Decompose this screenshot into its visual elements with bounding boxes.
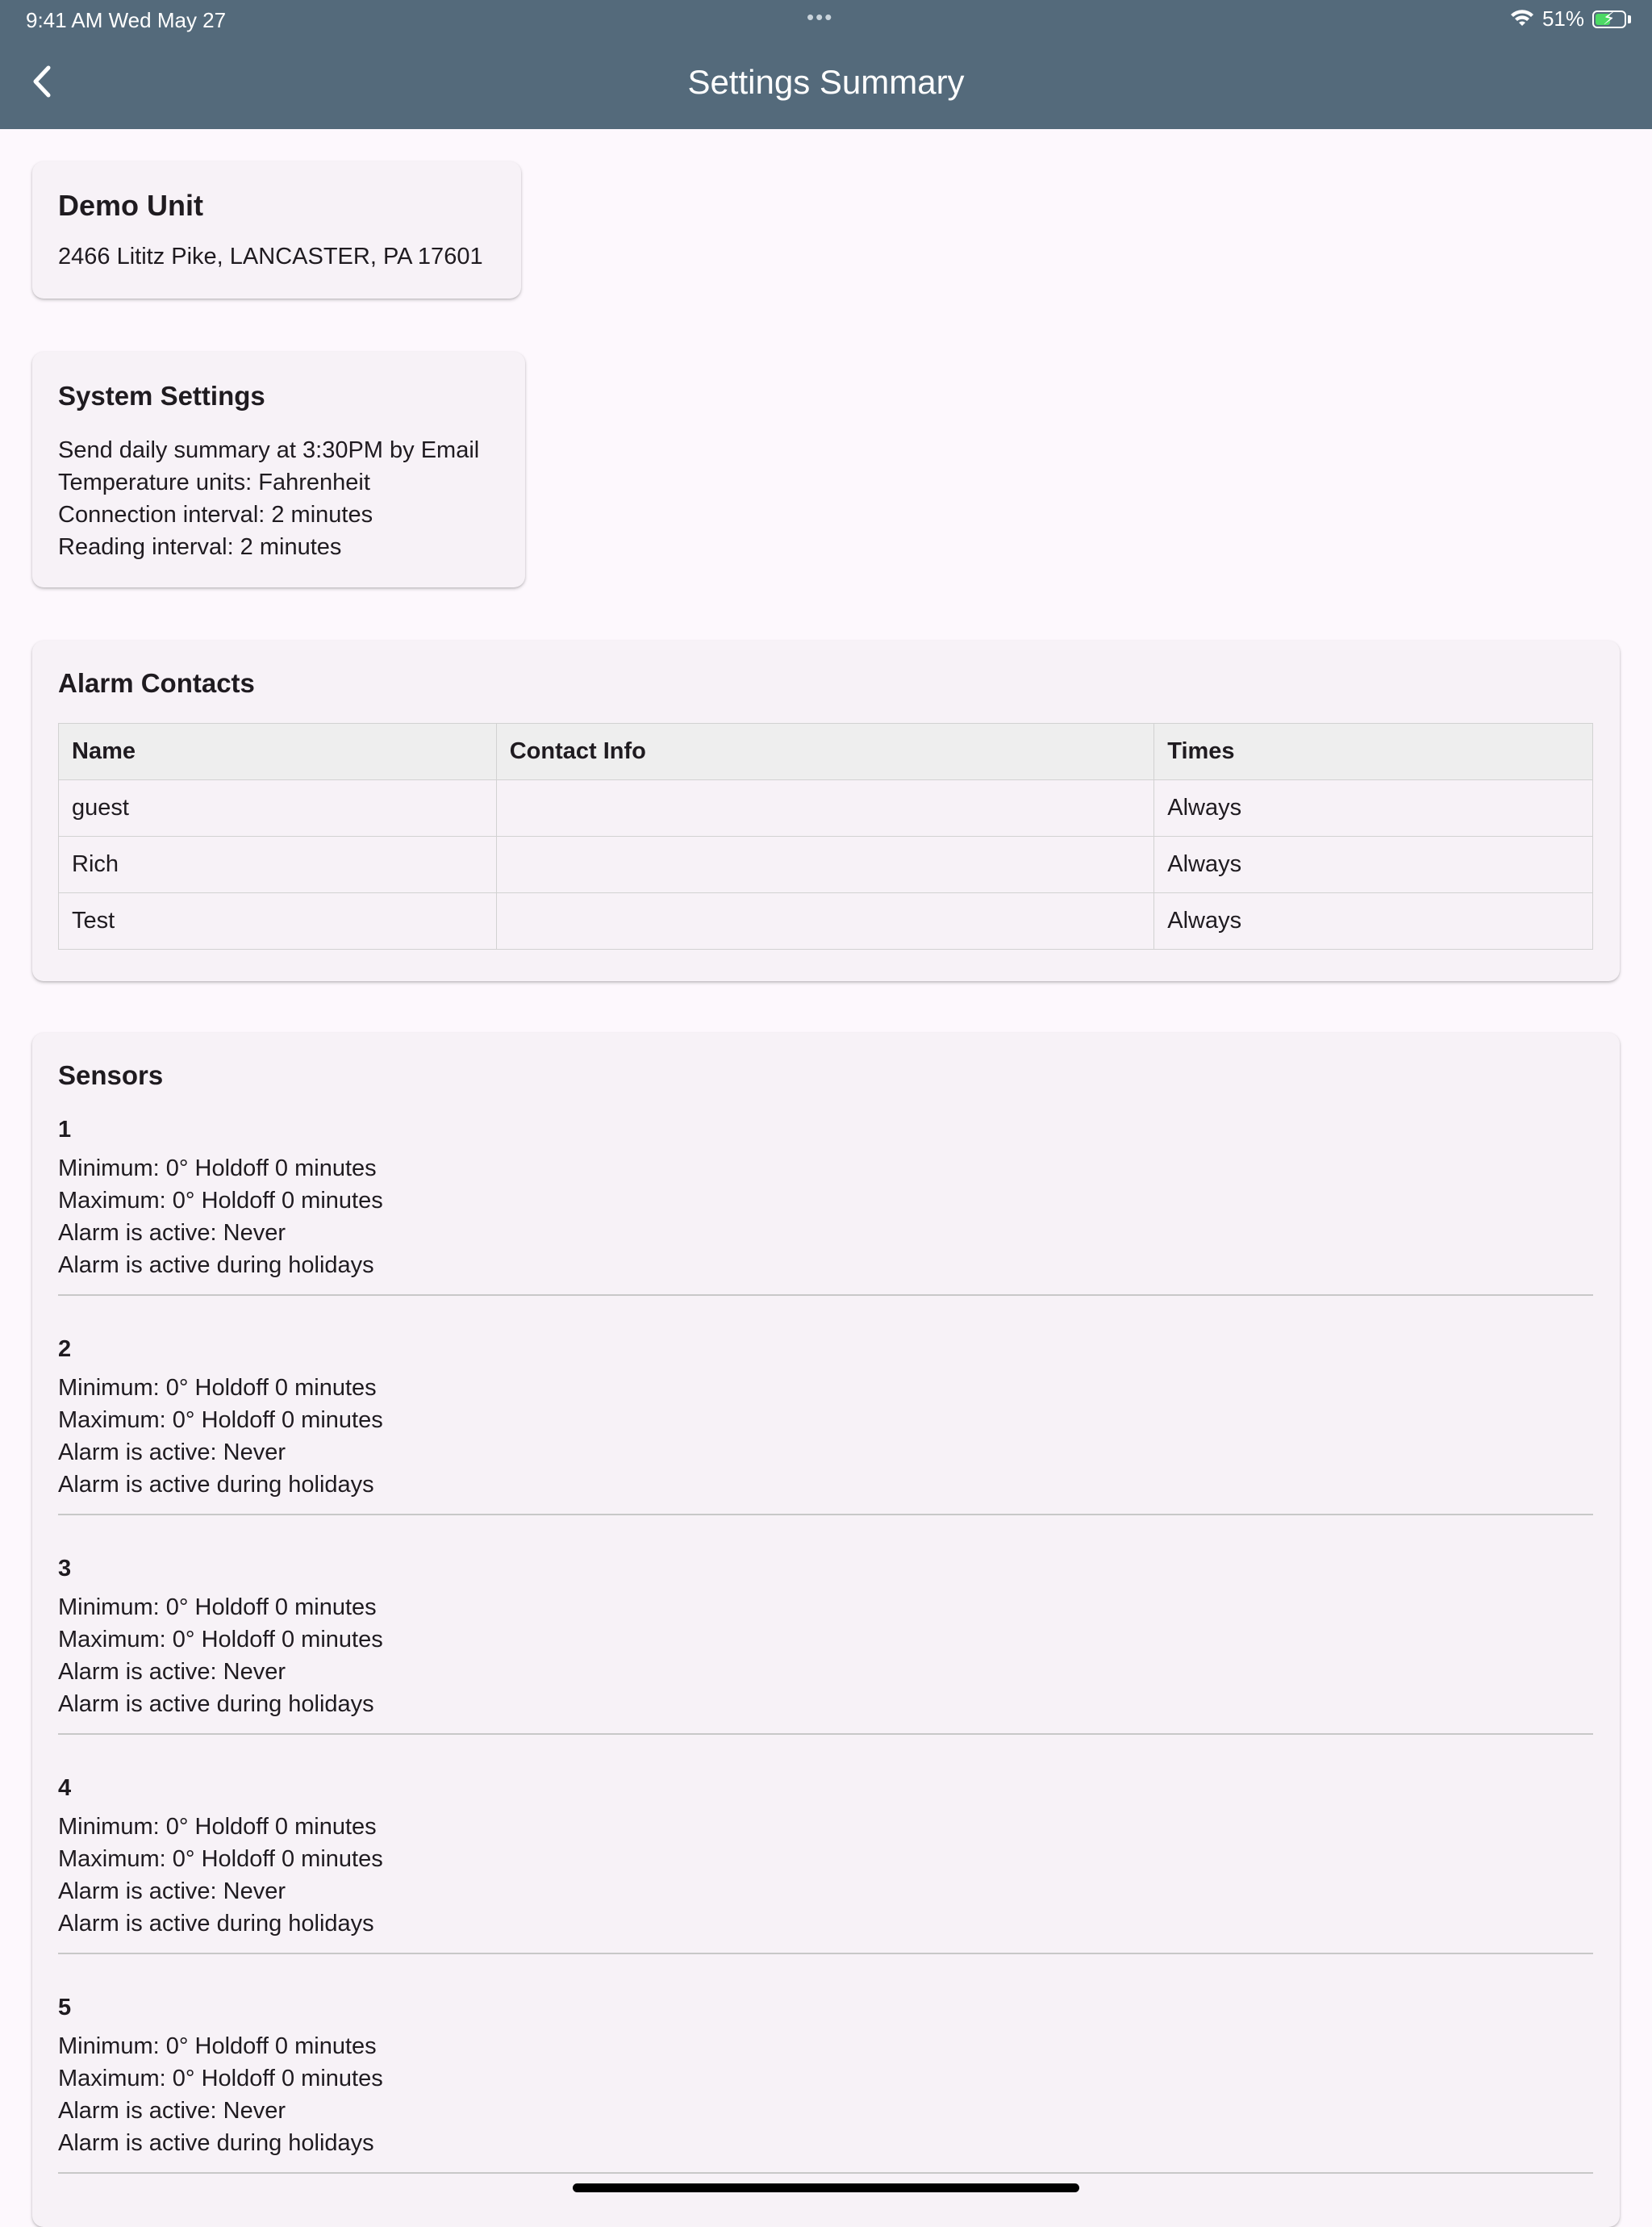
table-row[interactable]: [59, 837, 1593, 893]
status-time: 9:41 AM Wed May 27: [26, 8, 227, 32]
setting-line: Temperature units: Fahrenheit: [58, 470, 370, 495]
sensor-number: 1: [58, 1117, 72, 1143]
sensor-maximum: Maximum: 0° Holdoff 0 minutes: [58, 1627, 383, 1652]
divider: [58, 1733, 1593, 1735]
setting-line: Reading interval: 2 minutes: [58, 534, 342, 560]
column-header-contact-info: Contact Info: [496, 724, 1154, 780]
contact-name: Test: [59, 893, 497, 950]
sensor-number: 2: [58, 1336, 72, 1362]
page-title: Settings Summary: [687, 63, 965, 101]
status-right: [1510, 6, 1631, 31]
sensor-minimum: Minimum: 0° Holdoff 0 minutes: [58, 1155, 377, 1181]
sensor-maximum: Maximum: 0° Holdoff 0 minutes: [58, 2066, 383, 2091]
sensor-alarm-active: Alarm is active: Never: [58, 1439, 286, 1465]
system-settings-card: [32, 352, 525, 587]
table-row[interactable]: [59, 893, 1593, 950]
sensor-holidays: Alarm is active during holidays: [58, 2130, 374, 2156]
column-header-name: Name: [59, 724, 497, 780]
sensor-holidays: Alarm is active during holidays: [58, 1911, 374, 1937]
contact-name: Rich: [59, 837, 497, 893]
sensor-holidays: Alarm is active during holidays: [58, 1252, 374, 1278]
sensor-number: 4: [58, 1775, 72, 1801]
sensor-maximum: Maximum: 0° Holdoff 0 minutes: [58, 1846, 383, 1872]
setting-line: Connection interval: 2 minutes: [58, 502, 373, 528]
sensor-holidays: Alarm is active during holidays: [58, 1472, 374, 1498]
table-row[interactable]: [59, 780, 1593, 837]
home-indicator[interactable]: [573, 2183, 1079, 2192]
battery-charging-icon: ⚡: [1592, 10, 1626, 28]
divider: [58, 1294, 1593, 1296]
sensor-minimum: Minimum: 0° Holdoff 0 minutes: [58, 1594, 377, 1620]
sensor-number: 3: [58, 1556, 72, 1581]
divider: [58, 1953, 1593, 1954]
sensor-alarm-active: Alarm is active: Never: [58, 1659, 286, 1685]
sensor-holidays: Alarm is active during holidays: [58, 1691, 374, 1717]
sensor-minimum: Minimum: 0° Holdoff 0 minutes: [58, 1375, 377, 1401]
table-header-row: [59, 724, 1593, 780]
contact-info: [496, 837, 1154, 893]
contact-times: Always: [1154, 780, 1593, 837]
app-bar: [0, 0, 1652, 129]
unit-address: 2466 Lititz Pike, LANCASTER, PA 17601: [58, 244, 483, 269]
system-settings-title: System Settings: [58, 381, 265, 411]
sensor-minimum: Minimum: 0° Holdoff 0 minutes: [58, 2033, 377, 2059]
contact-info: [496, 893, 1154, 950]
sensor-alarm-active: Alarm is active: Never: [58, 1220, 286, 1246]
divider: [58, 1514, 1593, 1515]
contact-name: guest: [59, 780, 497, 837]
battery-percent: 51%: [1541, 6, 1584, 31]
unit-name: Demo Unit: [58, 189, 203, 222]
sensor-minimum: Minimum: 0° Holdoff 0 minutes: [58, 1814, 377, 1840]
column-header-times: Times: [1154, 724, 1593, 780]
sensor-maximum: Maximum: 0° Holdoff 0 minutes: [58, 1407, 383, 1433]
alarm-contacts-card: [32, 641, 1620, 981]
contact-times: Always: [1154, 893, 1593, 950]
sensor-maximum: Maximum: 0° Holdoff 0 minutes: [58, 1188, 383, 1214]
sensors-card: [32, 1033, 1620, 2227]
divider: [58, 2172, 1593, 2174]
multitasking-dots[interactable]: •••: [807, 5, 834, 29]
alarm-contacts-title: Alarm Contacts: [58, 668, 255, 698]
setting-line: Send daily summary at 3:30PM by Email: [58, 437, 480, 463]
contact-times: Always: [1154, 837, 1593, 893]
sensor-number: 5: [58, 1995, 72, 2020]
sensor-alarm-active: Alarm is active: Never: [58, 1878, 286, 1904]
contact-info: [496, 780, 1154, 837]
contacts-table: [58, 723, 1593, 950]
unit-card: [32, 161, 521, 299]
sensors-title: Sensors: [58, 1060, 164, 1090]
sensor-alarm-active: Alarm is active: Never: [58, 2098, 286, 2124]
wifi-icon: [1510, 10, 1534, 29]
